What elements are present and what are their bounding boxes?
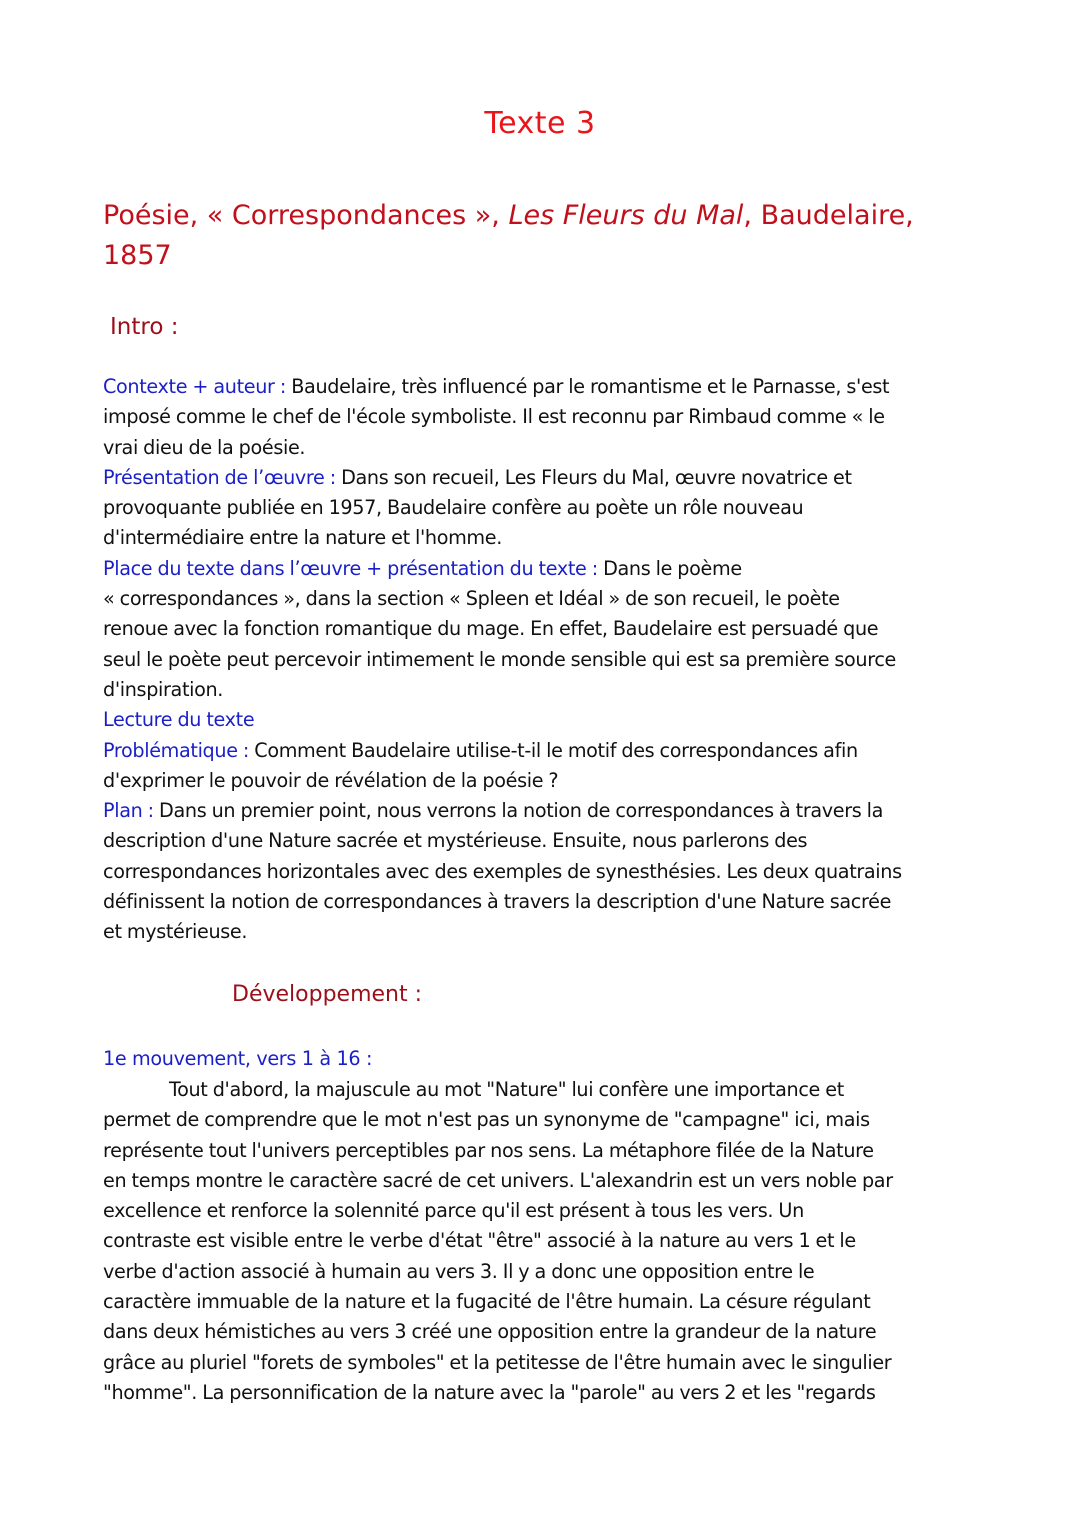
context-label: Contexte + auteur : bbox=[103, 375, 292, 398]
intro-line: vrai dieu de la poésie. bbox=[103, 435, 306, 459]
intro-line: imposé comme le chef de l'école symboliste. Il est reconnu par Rimbaud comme « le bbox=[103, 405, 885, 429]
intro-line: correspondances horizontales avec des exemples de synesthésies. Les deux quatrains bbox=[103, 859, 902, 883]
development-heading: Développement : bbox=[232, 982, 423, 1007]
lecture-label: Lecture du texte bbox=[103, 708, 255, 732]
subtitle-part2: , Baudelaire, bbox=[743, 200, 914, 231]
intro-line: Plan : Dans un premier point, nous verrons la notion de correspondances à travers la bbox=[103, 799, 884, 823]
intro-line: Problématique : Comment Baudelaire utilise-t-il le motif des correspondances afin bbox=[103, 738, 858, 762]
paragraph-line: représente tout l'univers perceptibles par nos sens. La métaphore filée de la Nature bbox=[103, 1138, 874, 1162]
paragraph-line: excellence et renforce la solennité parce qu'il est présent à tous les vers. Un bbox=[103, 1199, 804, 1223]
document-subtitle bbox=[103, 196, 983, 276]
intro-line: « correspondances », dans la section « Spleen et Idéal » de son recueil, le poète bbox=[103, 587, 840, 611]
paragraph-line: grâce au pluriel "forets de symboles" et la petitesse de l'être humain avec le singulier bbox=[103, 1350, 892, 1374]
subtitle-year: 1857 bbox=[103, 240, 172, 271]
plan-label: Plan : bbox=[103, 799, 160, 823]
presentation-label: Présentation de l’œuvre : bbox=[103, 465, 342, 489]
subtitle-part1: Poésie, « Correspondances », bbox=[103, 200, 509, 231]
movement1-body bbox=[103, 1075, 983, 1408]
intro-line: d'intermédiaire entre la nature et l'homme. bbox=[103, 526, 502, 550]
paragraph-line: en temps montre le caractère sacré de cet univers. L'alexandrin est un vers noble par bbox=[103, 1168, 893, 1192]
paragraph-line: verbe d'action associé à humain au vers 3. Il y a donc une opposition entre le bbox=[103, 1259, 815, 1283]
intro-line: seul le poète peut percevoir intimement le monde sensible qui est sa première source bbox=[103, 647, 897, 671]
paragraph-line: contraste est visible entre le verbe d'état "être" associé à la nature au vers 1 et le bbox=[103, 1229, 856, 1253]
intro-line: description d'une Nature sacrée et mystérieuse. Ensuite, nous parlerons des bbox=[103, 829, 808, 853]
subtitle-work-title: Les Fleurs du Mal bbox=[508, 200, 744, 231]
intro-line: Présentation de l’œuvre : Dans son recueil, Les Fleurs du Mal, œuvre novatrice et bbox=[103, 465, 852, 489]
intro-line: renoue avec la fonction romantique du mage. En effet, Baudelaire est persuadé que bbox=[103, 617, 879, 641]
paragraph-line: "homme". La personnification de la nature avec la "parole" au vers 2 et les "regards bbox=[103, 1380, 876, 1404]
paragraph-line: Tout d'abord, la majuscule au mot "Nature" lui confère une importance et bbox=[169, 1078, 844, 1101]
intro-line: Contexte + auteur : Baudelaire, très influencé par le romantisme et le Parnasse, s'est bbox=[103, 375, 890, 398]
intro-line: d'exprimer le pouvoir de révélation de la poésie ? bbox=[103, 768, 559, 792]
intro-line: provoquante publiée en 1957, Baudelaire confère au poète un rôle nouveau bbox=[103, 496, 804, 520]
intro-line: et mystérieuse. bbox=[103, 920, 248, 944]
intro-heading: Intro : bbox=[110, 314, 179, 340]
paragraph-line: permet de comprendre que le mot n'est pas un synonyme de "campagne" ici, mais bbox=[103, 1108, 870, 1132]
intro-line: d'inspiration. bbox=[103, 677, 224, 701]
paragraph-line: caractère immuable de la nature et la fugacité de l'être humain. La césure régulant bbox=[103, 1290, 871, 1314]
paragraph-line: dans deux hémistiches au vers 3 créé une opposition entre la grandeur de la nature bbox=[103, 1320, 877, 1344]
movement1-label: 1e mouvement, vers 1 à 16 : bbox=[103, 1047, 373, 1070]
intro-body bbox=[103, 372, 983, 948]
intro-line: définissent la notion de correspondances à travers la description d'une Nature sacrée bbox=[103, 890, 892, 914]
place-label: Place du texte dans l’œuvre + présentation du texte : bbox=[103, 556, 604, 580]
document-title: Texte 3 bbox=[484, 106, 596, 141]
intro-line: Place du texte dans l’œuvre + présentation du texte : Dans le poème bbox=[103, 556, 742, 580]
problematique-label: Problématique : bbox=[103, 738, 255, 762]
